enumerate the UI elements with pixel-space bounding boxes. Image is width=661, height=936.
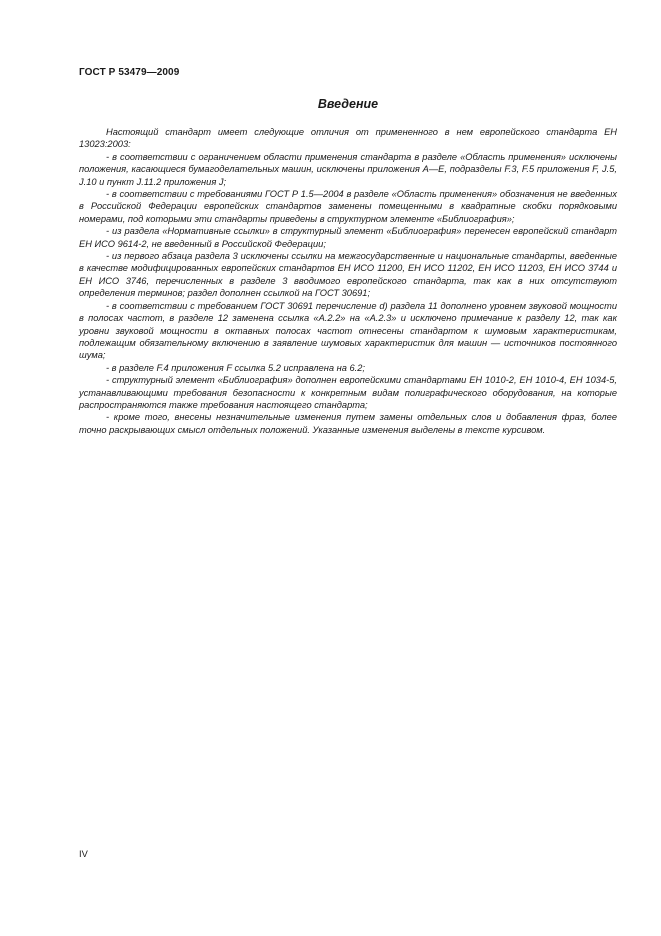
paragraph-intro: Настоящий стандарт имеет следующие отличия от примененного в нем европейского стандарта ЕН 13023:2003: xyxy=(79,127,617,150)
paragraph-normative-references: - из раздела «Нормативные ссылки» в структурный элемент «Библиография» перенесен европейский стандарт ЕН ИСО 9614-2, не введенный в Российской Федерации; xyxy=(79,226,617,249)
body-text xyxy=(79,126,617,436)
paragraph-gost-30691: - в соответствии с требованием ГОСТ 30691 перечисление d) раздела 11 дополнено уровнем звуковой мощности в полосах частот, в разделе 12 заменена ссылка «А.2.2» на «А.2.3» и исключено примечание к разделу 12, так как уровни звуковой мощности в октавных полосах частот отнесены стандартом к шумовым характеристикам, подлежащим обязательному включению в заявление шумовых характеристик для машин — источников постоянного шума; xyxy=(79,300,617,361)
section-title: Введение xyxy=(317,97,379,111)
paragraph-annex-f: - в разделе F.4 приложения F ссылка 5.2 исправлена на 6.2; xyxy=(106,362,365,373)
paragraph-section-3: - из первого абзаца раздела 3 исключены ссылки на межгосударственные и национальные стандарты, введенные в качестве модифицированных европейских стандартов ЕН ИСО 11200, ЕН ИСО 11202, ЕН ИСО 11203, ЕН ИСО 3744 и ЕН ИСО 3746, перечисленных в разделе 3 вводимого европейского стандарта, так как в них отсутствуют определения терминов; раздел дополнен ссылкой на ГОСТ 30691; xyxy=(79,251,617,299)
paragraph-gost-1-5: - в соответствии с требованиями ГОСТ Р 1.5—2004 в разделе «Область применения» обозначения не введенных в Российской Федерации европейских стандартов заменены помещенными в квадратные скобки порядковыми номерами, под которыми эти стандарты приведены в структурном элементе «Библиография»; xyxy=(79,189,617,224)
document-header: ГОСТ Р 53479—2009 xyxy=(79,67,180,78)
paragraph-minor-changes: - кроме того, внесены незначительные изменения путем замены отдельных слов и добавления фраз, более точно раскрывающих смысл отдельных положений. Указанные изменения выделены в тексте курсивом. xyxy=(79,412,617,435)
paragraph-bibliography: - структурный элемент «Библиография» дополнен европейскими стандартами ЕН 1010-2, ЕН 1010-4, ЕН 1034-5, устанавливающими требования безопасности к конкретным видам полиграфического оборудования, на которые распространяются также требования настоящего стандарта; xyxy=(79,375,617,410)
page-number: IV xyxy=(79,849,88,859)
paragraph-scope: - в соответствии с ограничением области применения стандарта в разделе «Область применения» исключены положения, касающиеся бумагоделательных машин, исключены приложения А—Е, подразделы F.3, F.5 приложения F, J.5, J.10 и пункт J.11.2 приложения J; xyxy=(79,151,617,187)
